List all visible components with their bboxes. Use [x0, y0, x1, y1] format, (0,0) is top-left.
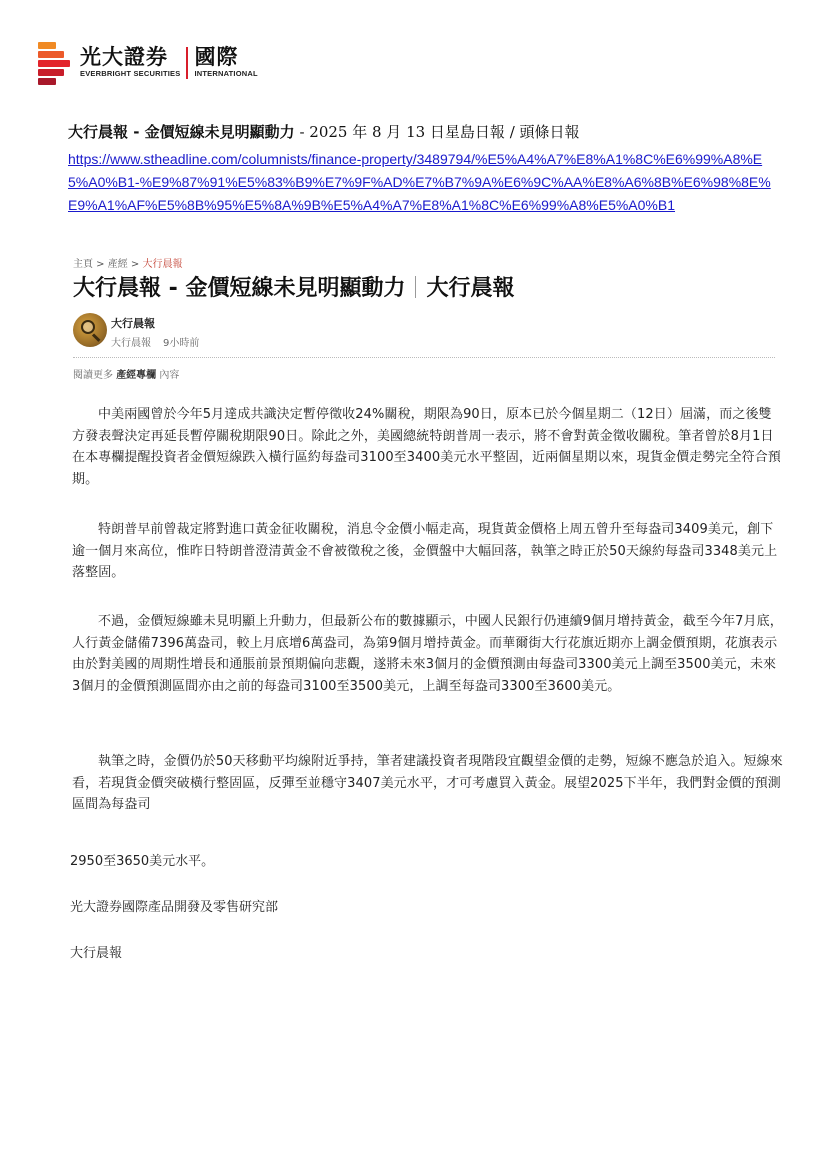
document-heading: [68, 122, 580, 142]
article-paragraph-2: 特朗普早前曾裁定將對進口黃金征收關稅，消息令金價小幅走高，現貨黃金價格上周五曾升至每盎司3409美元，創下逾一個月來高位，惟昨日特朗普澄清黃金不會被徵稅之後，金價盤中大幅回落，執筆之時正於50天線約每盎司3348美元上落整固。: [72, 522, 778, 581]
article-meta: [111, 334, 199, 349]
logo-mark-icon: [38, 40, 72, 84]
article-url-link[interactable]: https://www.stheadline.com/columnists/finance-property/3489794/%E5%A4%A7%E8%A1%8C%E6%99%A8%E5%A0%B1-%E9%87%91%E5%83%B9%E7%9F%AD%E7%B7%9A%E6%9C%AA%E8%A6%8B%E6%98%8E%E9%A1%AF%E5%8B%95%E5%8A%9B%E5%A4%A7%E8%A1%8C%E6%99%A8%E5%A0%B1: [68, 151, 771, 213]
article-title-main: 大行晨報 - 金價短線未見明顯動力: [73, 276, 406, 301]
breadcrumb-home[interactable]: 主頁: [73, 259, 93, 270]
article-paragraph-3: 不過，金價短線雖未見明顯上升動力，但最新公布的數據顯示，中國人民銀行仍連續9個月增持黃金，截至今年7月底，人行黃金儲備7396萬盎司，較上月底增6萬盎司，為第9個月增持黃金。而華爾街大行花旗近期亦上調金價預期，花旗表示由於對美國的周期性增長和通脹前景預期偏向悲觀，遂將未來3個月的金價預測由每盎司3300美元上調至3500美元，未來3個月的金價預測區間亦由之前的每盎司3100至3500美元，上調至每盎司3300至3600美元。: [72, 614, 783, 694]
logo-divider: [186, 47, 188, 79]
magnifier-handle: [92, 333, 100, 341]
document-source: - 2025 年 8 月 13 日星島日報 / 頭條日報: [294, 123, 580, 141]
logo-en-intl: INTERNATIONAL: [194, 69, 258, 78]
read-more-suffix: 內容: [156, 370, 180, 381]
breadcrumb-current[interactable]: 大行晨報: [142, 259, 183, 270]
research-department: 光大證券國際產品開發及零售研究部: [70, 900, 279, 915]
magnifier-icon: [81, 320, 95, 334]
logo-cn-intl: 國際: [194, 45, 239, 69]
logo-cn: 光大證券: [80, 45, 168, 69]
read-more-prefix: 閱讀更多: [73, 370, 117, 381]
logo-wordmark: [80, 45, 258, 79]
breadcrumb: [73, 255, 183, 270]
company-logo: [38, 40, 258, 84]
breadcrumb-section[interactable]: 產經: [107, 259, 128, 270]
article-paragraph-1: 中美兩國曾於今年5月達成共識決定暫停徵收24%關稅，期限為90日，原本已於今個星期二（12日）屆滿，而之後雙方發表聲決定再延長暫停關稅期限90日。除此之外，美國總統特朗普周一表示，將不會對黃金徵收關稅。筆者曾於8月1日在本專欄提醒投資者金價短線跌入橫行區約每盎司3100至3400美元水平整固，近兩個星期以來，現貨金價走勢完全符合預期。: [72, 407, 781, 487]
author-name[interactable]: 大行晨報: [111, 317, 155, 330]
document-title: 大行晨報 - 金價短線未見明顯動力: [68, 123, 295, 141]
forecast-continuation: 2950至3650美元水平。: [70, 854, 215, 869]
read-more: [73, 366, 179, 381]
article-paragraph-4: 執筆之時，金價仍於50天移動平均線附近爭持，筆者建議投資者現階段宜觀望金價的走勢，短線不應急於追入。短線來看，若現貨金價突破橫行整固區，反彈至並穩守3407美元水平，才可考慮買入黃金。展望2025下半年，我們對金價的預測區間為每盎司: [72, 754, 783, 813]
logo-en: EVERBRIGHT SECURITIES: [80, 69, 181, 78]
title-divider: [415, 276, 416, 298]
read-more-column-link[interactable]: 產經專欄: [116, 370, 157, 381]
breadcrumb-separator: >: [127, 259, 143, 270]
column-name[interactable]: 大行晨報: [111, 338, 151, 349]
breadcrumb-separator: >: [93, 259, 108, 270]
divider: [73, 357, 775, 358]
author-avatar[interactable]: [73, 313, 107, 347]
article-title-column: 大行晨報: [426, 276, 515, 301]
signature: 大行晨報: [70, 946, 123, 961]
article-title: [73, 273, 514, 305]
publish-time: 9小時前: [163, 338, 200, 349]
